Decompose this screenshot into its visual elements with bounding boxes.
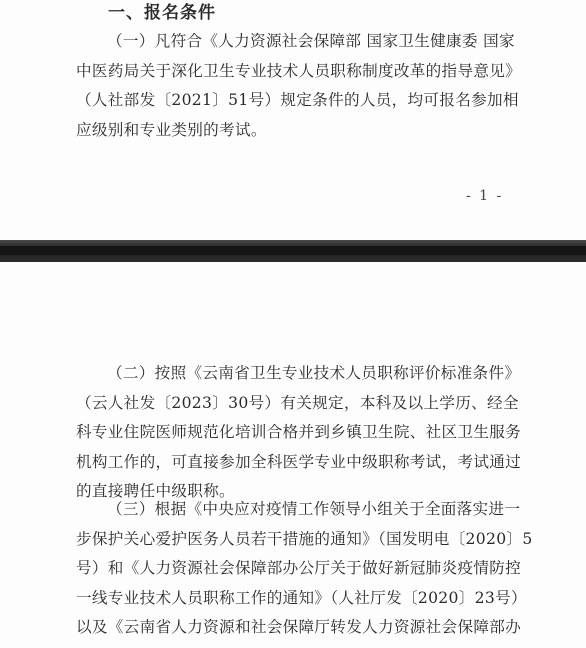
text-line: 应级别和专业类别的考试。 (76, 120, 267, 139)
text-line: （云人社发〔2023〕30号）有关规定，本科及以上学历、经全 (76, 393, 519, 412)
text-line: （人社部发〔2021〕51号）规定条件的人员，均可报名参加相 (76, 91, 519, 109)
paragraph-condition-2 (76, 359, 522, 507)
text-line: 的直接聘任中级职称。 (76, 482, 235, 500)
paragraph-condition-1 (76, 27, 522, 145)
document-page-1 (0, 0, 586, 240)
text-line: 号）和《人力资源社会保障部办公厅关于做好新冠肺炎疫情防控 (76, 559, 522, 577)
page-number: - 1 - (466, 188, 504, 204)
text-line: （一）凡符合《人力资源社会保障部 国家卫生健康委 国家 (107, 32, 515, 50)
text-line: （三）根据《中央应对疫情工作领导小组关于全面落实进一 (107, 500, 521, 518)
page-divider (0, 240, 586, 262)
text-line: 以及《云南省人力资源和社会保障厅转发人力资源社会保障部办 (76, 618, 522, 636)
text-line: （二）按照《云南省卫生专业技术人员职称评价标准条件》 (107, 364, 521, 382)
paragraph-condition-3 (76, 495, 533, 643)
text-line: 一线专业技术人员职称工作的通知》（人社厅发〔2020〕23号） (76, 588, 527, 607)
text-line: 机构工作的，可直接参加全科医学专业中级职称考试，考试通过 (76, 452, 522, 471)
document-page-2 (0, 262, 586, 648)
text-line: 步保护关心爱护医务人员若干措施的通知》（国发明电〔2020〕5 (76, 529, 533, 548)
text-line: 科专业住院医师规范化培训合格并到乡镇卫生院、社区卫生服务 (76, 423, 522, 441)
section-heading: 一、报名条件 (108, 3, 216, 23)
text-line: 中医药局关于深化卫生专业技术人员职称制度改革的指导意见》 (76, 61, 522, 80)
